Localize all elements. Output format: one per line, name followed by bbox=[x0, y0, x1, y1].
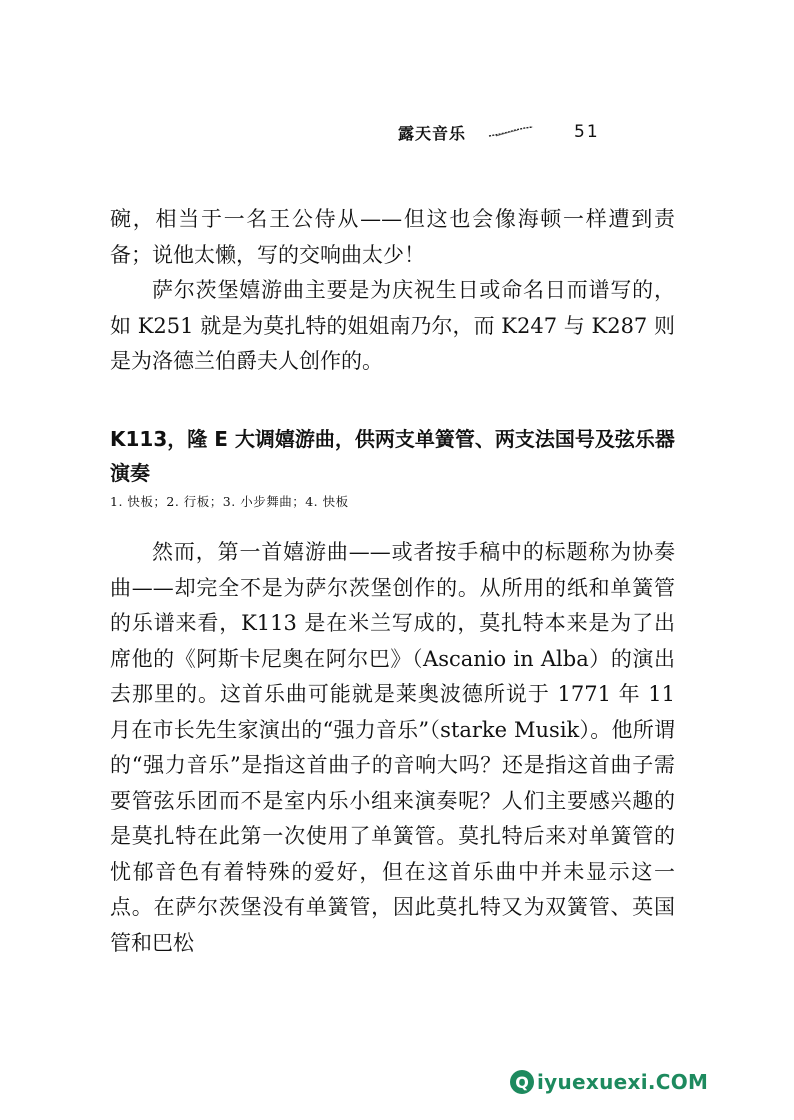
paragraph: 萨尔茨堡嬉游曲主要是为庆祝生日或命名日而谱写的，如 K251 就是为莫扎特的姐姐南乃尔，而 K247 与 K287 则是为洛德兰伯爵夫人创作的。 bbox=[110, 278, 675, 373]
movement-list: 1. 快板；2. 行板；3. 小步舞曲；4. 快板 bbox=[110, 494, 349, 509]
watermark-logo-icon: Q bbox=[510, 1070, 534, 1094]
body-text-top bbox=[110, 202, 675, 380]
body-text-bottom bbox=[110, 535, 675, 961]
page-number: 51 bbox=[574, 122, 600, 142]
running-head-title: 露天音乐 bbox=[398, 123, 467, 143]
paragraph: 然而，第一首嬉游曲——或者按手稿中的标题称为协奏曲——却完全不是为萨尔茨堡创作的。从所用的纸和单簧管的乐谱来看，K113 是在米兰写成的，莫扎特本来是为了出席他的《阿斯卡尼奥在阿尔巴》（Ascanio in Alba）的演出去那里的。这首乐曲可能就是莱奥波德所说于 1771 年 11 月在市长先生家演出的“强力音乐”（starke Musik）。他所谓的“强力音乐”是指这首曲子的音响大吗？还是指这首曲子需要管弦乐团而不是室内乐小组来演奏呢？人们主要感兴趣的是莫扎特在此第一次使用了单簧管。莫扎特后来对单簧管的忧郁音色有着特殊的爱好，但在这首乐曲中并未显示这一点。在萨尔茨堡没有单簧管，因此莫扎特又为双簧管、英国管和巴松 bbox=[110, 540, 675, 955]
section-heading: K113，隆 E 大调嬉游曲，供两支单簧管、两支法国号及弦乐器演奏 bbox=[110, 427, 675, 485]
site-watermark bbox=[510, 1070, 708, 1094]
pen-flourish-ornament bbox=[488, 126, 534, 138]
paragraph-continued: 碗，相当于一名王公侍从——但这也会像海顿一样遭到责备；说他太懒，写的交响曲太少！ bbox=[110, 207, 675, 267]
watermark-text: iyuexuexi.COM bbox=[537, 1070, 709, 1094]
running-head bbox=[398, 118, 600, 146]
